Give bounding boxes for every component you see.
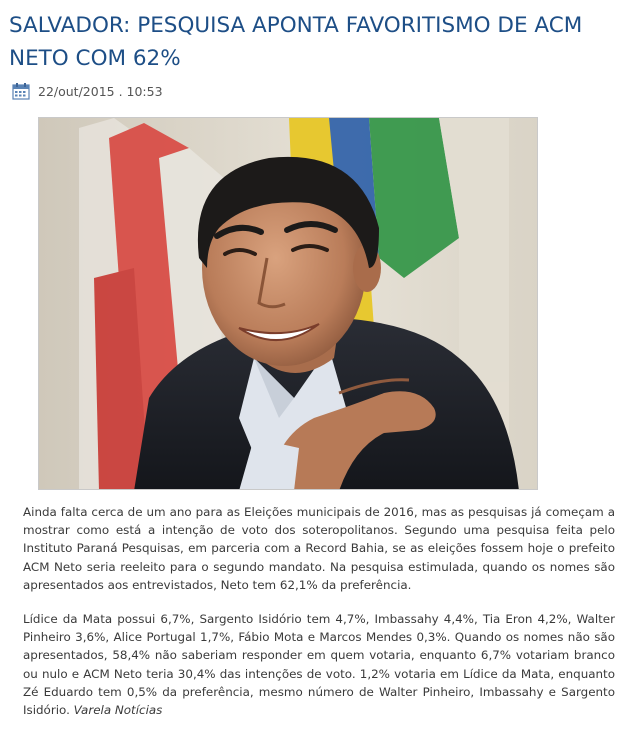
article-dateline: [12, 81, 163, 101]
article-photo: [38, 117, 538, 490]
article-paragraph-2: [23, 610, 615, 719]
article-paragraph-1: Ainda falta cerca de um ano para as Eleições municipais de 2016, mas as pesquisas já começam a mostrar como está a intenção de voto dos soteropolitanos. Segundo uma pesquisa feita pelo Instituto Paraná Pesquisas, em parceria com a Record Bahia, se as eleições fossem hoje o prefeito ACM Neto seria reeleito para o segundo mandato. Na pesquisa estimulada, quando os nomes são apresentados aos entrevistados, Neto tem 62,1% da preferência.: [23, 505, 615, 592]
article-paragraph-2-text: Lídice da Mata possui 6,7%, Sargento Isidório tem 4,7%, Imbassahy 4,4%, Tia Eron 4,2%, Walter Pinheiro 3,6%, Alice Portugal 1,7%, Fábio Mota e Marcos Mendes 0,3%. Quando os nomes não são apresentados, 58,4% não saberiam responder em quem votaria, enquanto 6,7% votariam branco ou nulo e ACM Neto teria 30,4% das intenções de voto. 1,2% votaria em Lídice da Mata, enquanto Zé Eduardo tem 0,5% da preferência, mesmo número de Walter Pinheiro, Imbassahy e Sargento Isidório.: [23, 612, 615, 718]
article-body: [23, 503, 615, 735]
calendar-icon: [12, 82, 30, 100]
article-date: 22/out/2015 . 10:53: [38, 83, 163, 99]
article-title: SALVADOR: PESQUISA APONTA FAVORITISMO DE ACM NETO COM 62%: [9, 13, 583, 71]
article-source: Varela Notícias: [73, 703, 163, 718]
